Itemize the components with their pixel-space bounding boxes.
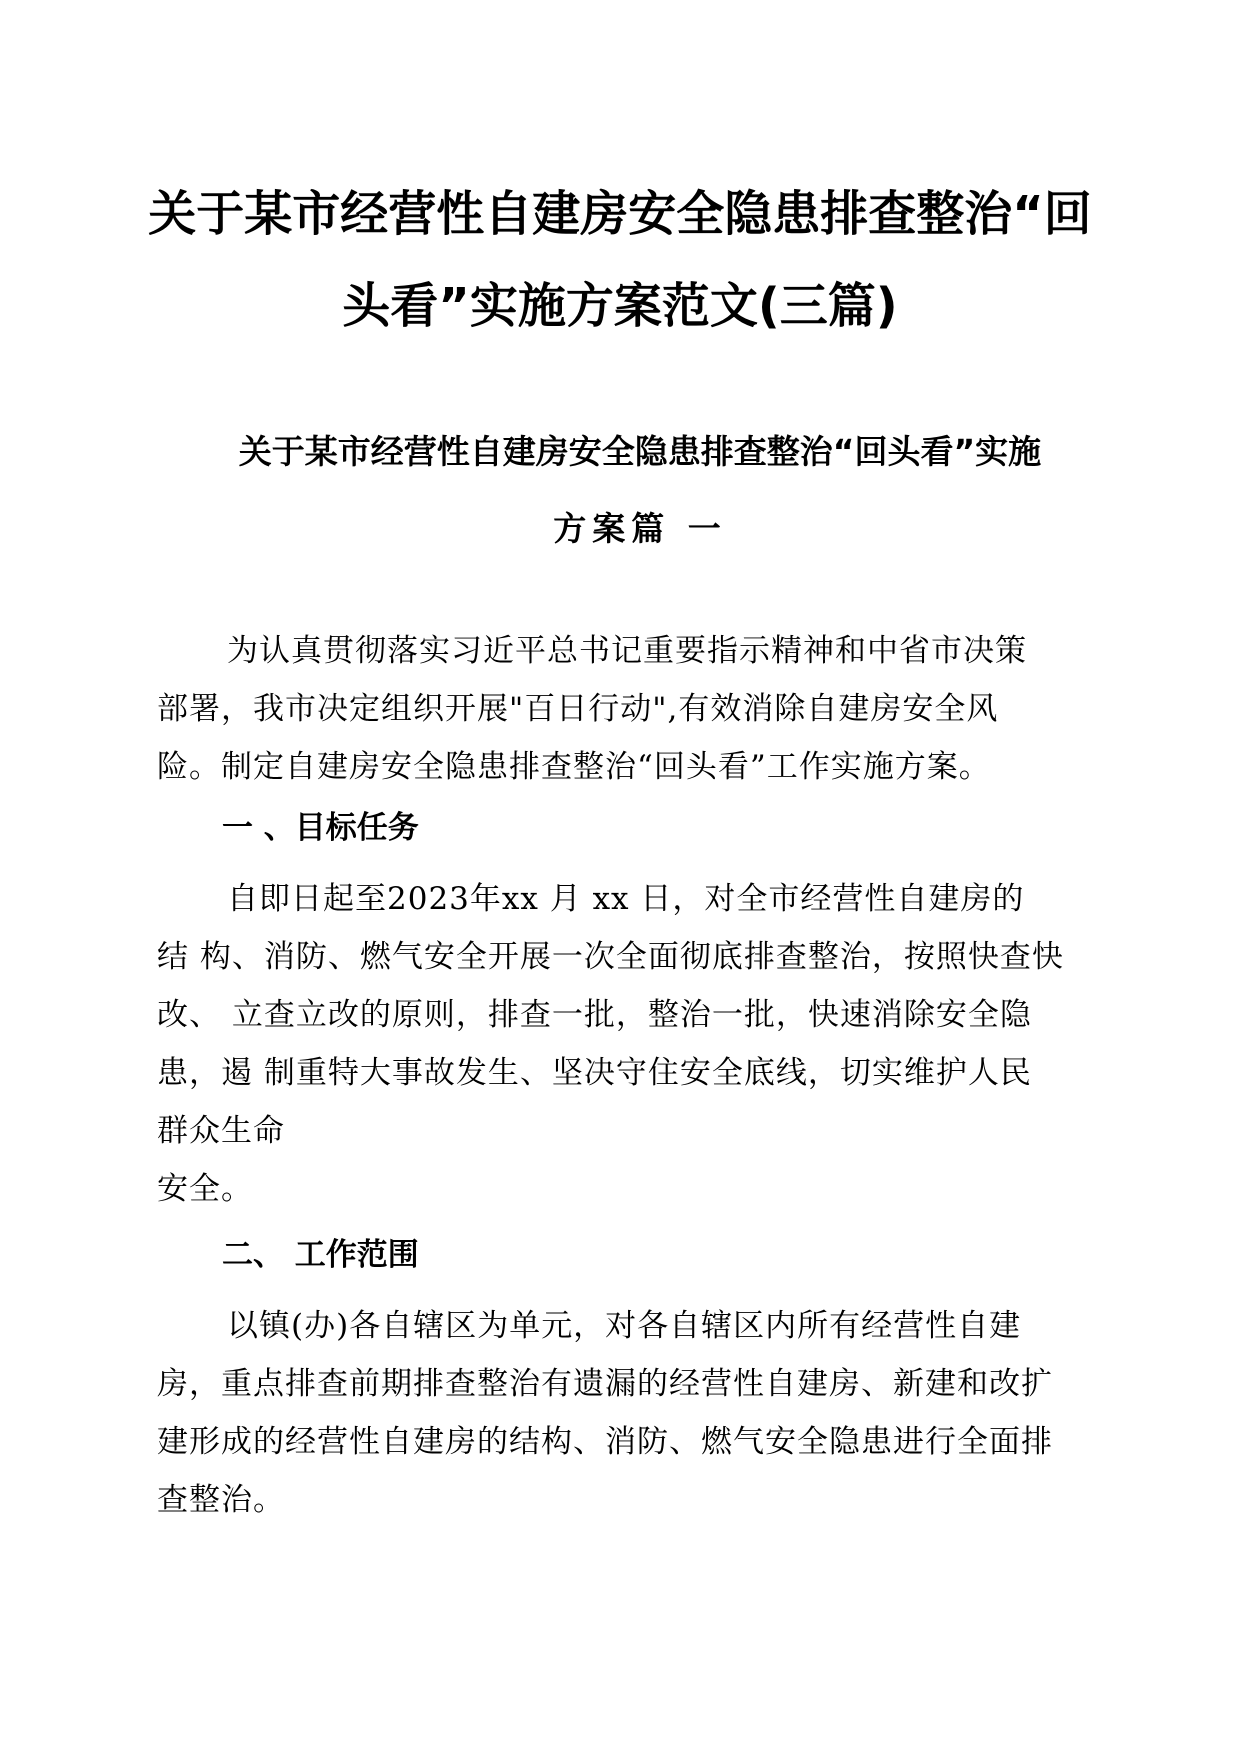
intro-paragraph <box>157 622 1077 796</box>
section2-line: 房，重点排查前期排查整治有遗漏的经营性自建房、新建和改扩 <box>157 1366 1053 1402</box>
document-title-line: 关于某市经营性自建房安全隐患排查整治“回 <box>148 186 1092 242</box>
section2-line: 查整治。 <box>157 1482 285 1518</box>
section1-paragraph <box>157 870 1077 1218</box>
document-title <box>0 168 1240 352</box>
section1-line: 结 构、消防、燃气安全开展一次全面彻底排查整治，按照快查快 <box>157 939 1064 975</box>
section1-line: 群众生命 <box>157 1113 285 1149</box>
intro-line: 部署，我市决定组织开展"百日行动",有效消除自建房安全风 <box>157 691 999 727</box>
subtitle-line: 关于某市经营性自建房安全隐患排查整治“回头看”实施 <box>238 432 1042 471</box>
section1-heading: 一 、目标任务 <box>222 810 419 846</box>
section1-line: 自即日起至2023年xx 月 xx 日，对全市经营性自建房的 <box>227 881 1025 917</box>
section1-line: 患，遏 制重特大事故发生、坚决守住安全底线，切实维护人民 <box>157 1055 1032 1091</box>
intro-line: 险。制定自建房安全隐患排查整治“回头看”工作实施方案。 <box>157 749 991 785</box>
section-subtitle <box>210 413 1070 567</box>
section2-paragraph <box>157 1297 1077 1529</box>
subtitle-line: 方案篇 一 <box>553 509 727 548</box>
section1-line: 改、 立查立改的原则，排查一批，整治一批，快速消除安全隐 <box>157 997 1032 1033</box>
intro-line: 为认真贯彻落实习近平总书记重要指示精神和中省市决策 <box>227 633 1027 669</box>
section1-line: 安全。 <box>157 1171 253 1207</box>
section2-line: 以镇(办)各自辖区为单元，对各自辖区内所有经营性自建 <box>227 1308 1022 1344</box>
document-title-line: 头看”实施方案范文(三篇) <box>342 278 898 334</box>
section2-heading: 二、 工作范围 <box>222 1237 419 1273</box>
section2-line: 建形成的经营性自建房的结构、消防、燃气安全隐患进行全面排 <box>157 1424 1053 1460</box>
